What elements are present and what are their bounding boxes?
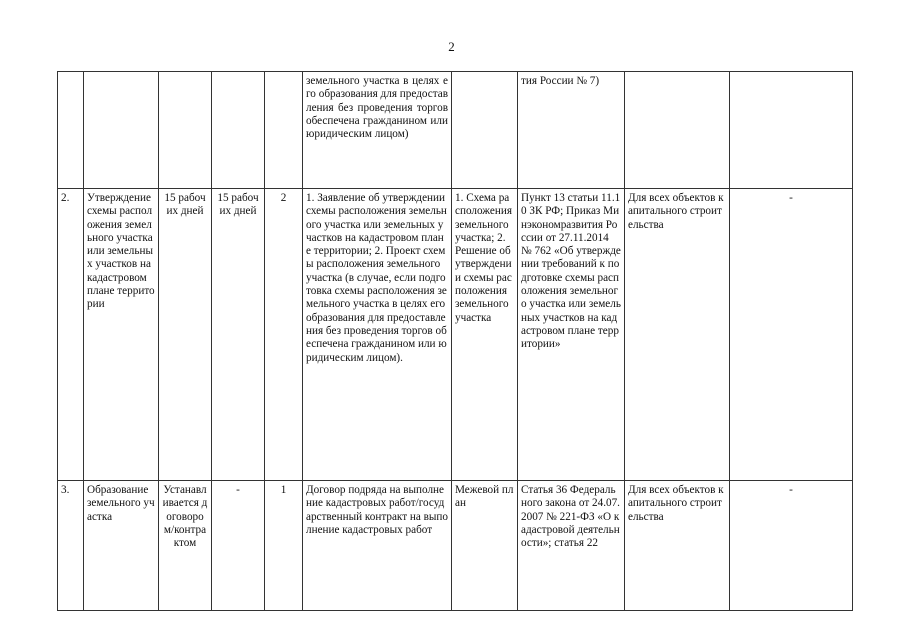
documents-cell: земельного участка в целях его образования для предоставления без проведения торгов обеспечена гражданином или юридическим лицом) [303, 72, 452, 189]
row-number: 3. [58, 481, 84, 611]
procedures-table [57, 71, 853, 611]
term-cell [212, 72, 265, 189]
result-cell: 1. Схема расположения земельного участка; 2. Решение об утверждении схемы расположения земельного участка [452, 189, 518, 481]
table-row [58, 72, 853, 189]
applicability-cell [625, 72, 730, 189]
result-cell [452, 72, 518, 189]
documents-cell: 1. Заявление об утверждении схемы расположения земельного участка или земельных участков на кадастровом плане территории; 2. Проект схемы расположения земельного участка (в случае, если подготовка схемы расположения земельного участка в целях его образования для предоставления без проведения торгов обеспечена гражданином или юридическим лицом). [303, 189, 452, 481]
count-cell [265, 72, 303, 189]
applicability-cell: Для всех объектов капитального строительства [625, 189, 730, 481]
table-row [58, 189, 853, 481]
count-cell: 2 [265, 189, 303, 481]
applicability-cell: Для всех объектов капитального строительства [625, 481, 730, 611]
row-number [58, 72, 84, 189]
term-cell: - [212, 481, 265, 611]
term-cell: Устанавливается договором/контрактом [159, 481, 212, 611]
term-cell [159, 72, 212, 189]
count-cell: 1 [265, 481, 303, 611]
procedure-name: Образование земельного участка [84, 481, 159, 611]
legal-basis-cell: Статья 36 Федерального закона от 24.07.2007 № 221-ФЗ «О кадастровой деятельности»; статья 22 [518, 481, 625, 611]
note-cell: - [730, 481, 853, 611]
legal-basis-cell: тия России № 7) [518, 72, 625, 189]
procedure-name: Утверждение схемы расположения земельного участка или земельных участков на кадастровом плане территории [84, 189, 159, 481]
term-cell: 15 рабочих дней [159, 189, 212, 481]
table-row [58, 481, 853, 611]
documents-cell: Договор подряда на выполнение кадастровых работ/государственный контракт на выполнение кадастровых работ [303, 481, 452, 611]
result-cell: Межевой план [452, 481, 518, 611]
procedure-name [84, 72, 159, 189]
term-cell: 15 рабочих дней [212, 189, 265, 481]
page-number: 2 [448, 39, 455, 54]
row-number: 2. [58, 189, 84, 481]
note-cell [730, 72, 853, 189]
legal-basis-cell: Пункт 13 статьи 11.10 ЗК РФ; Приказ Минэкономразвития России от 27.11.2014 № 762 «Об утверждении требований к подготовке схемы расположения земельного участка или земельных участков на кадастровом плане территории» [518, 189, 625, 481]
note-cell: - [730, 189, 853, 481]
